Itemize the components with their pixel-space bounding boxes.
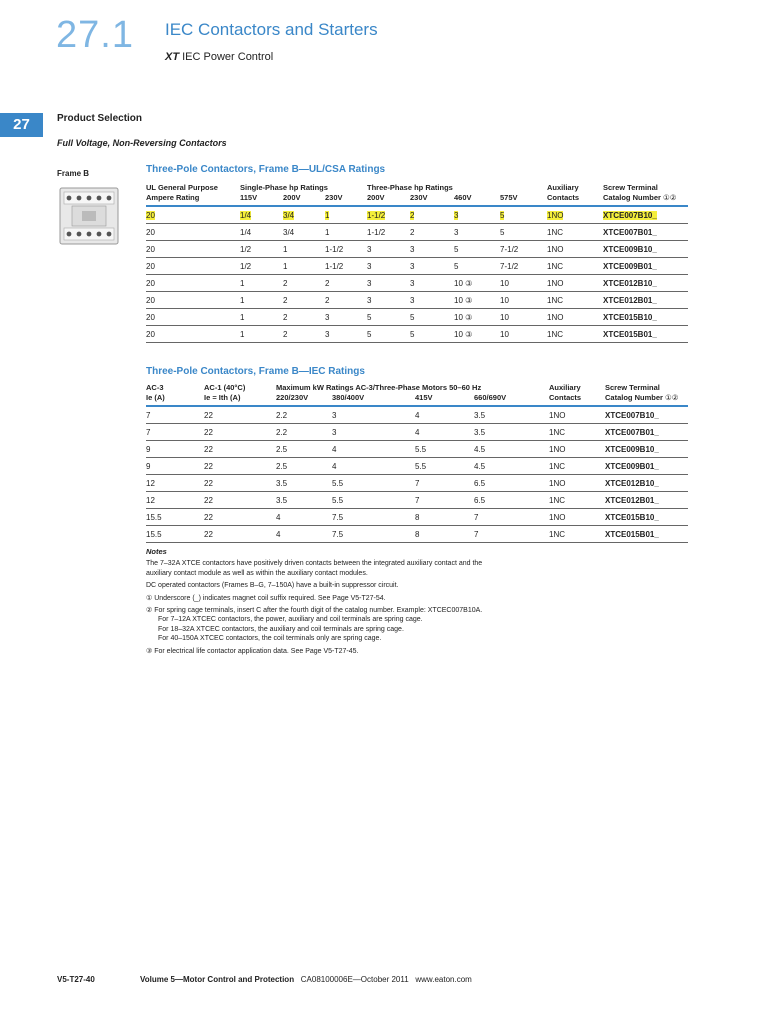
table-cell: 1	[283, 241, 325, 258]
header-catalog: Screw Terminal	[605, 383, 660, 392]
subheader: 230V	[325, 193, 367, 206]
table-cell: 4	[276, 526, 332, 543]
table-cell: 22	[204, 458, 276, 475]
table-cell: 1NO	[549, 475, 605, 492]
header-aux-2: Contacts	[549, 393, 605, 406]
table-cell: 1-1/2	[325, 258, 367, 275]
table-cell: 10 ③	[454, 275, 500, 292]
table-cell: 1NC	[547, 292, 603, 309]
table-cell: 3	[367, 241, 410, 258]
table-cell: 4.5	[474, 441, 549, 458]
table-cell: 1/4	[240, 206, 283, 224]
table-cell: 1-1/2	[367, 206, 410, 224]
frame-label: Frame B	[57, 169, 90, 178]
table-cell: XTCE015B01_	[605, 526, 688, 543]
table-cell: 3.5	[474, 424, 549, 441]
table-cell: 7.5	[332, 526, 415, 543]
table-cell: 1NO	[547, 206, 603, 224]
table-cell: 3	[367, 275, 410, 292]
table-cell: 1NO	[549, 441, 605, 458]
header-aux-2: Contacts	[547, 193, 603, 206]
table-cell: 4	[415, 424, 474, 441]
table-cell: XTCE012B10_	[605, 475, 688, 492]
table-cell: XTCE007B10_	[603, 206, 688, 224]
subheader: 460V	[454, 193, 500, 206]
table-cell: 4	[332, 441, 415, 458]
header-ul-rating: UL General Purpose	[146, 183, 218, 192]
table-cell: 22	[204, 492, 276, 509]
table-cell: 3	[454, 206, 500, 224]
table-cell: 1/2	[240, 241, 283, 258]
subheader: 115V	[240, 193, 283, 206]
table-cell: 10 ③	[454, 292, 500, 309]
table-cell: 1NC	[549, 458, 605, 475]
table-cell: 3	[325, 309, 367, 326]
table-cell: 20	[146, 206, 240, 224]
ul-csa-ratings-table	[146, 183, 688, 343]
table-row	[146, 309, 688, 326]
contactor-image	[58, 184, 121, 248]
table-cell: 7	[415, 475, 474, 492]
table-cell: 2	[283, 292, 325, 309]
header-catalog: Screw Terminal	[603, 183, 658, 192]
table-cell: 9	[146, 441, 204, 458]
table-cell: 22	[204, 441, 276, 458]
table-row	[146, 492, 688, 509]
table-cell: 15.5	[146, 526, 204, 543]
table-cell: XTCE009B01_	[603, 258, 688, 275]
table-cell: 3	[332, 424, 415, 441]
header-ac1-2: Ie = Ith (A)	[204, 393, 276, 406]
table-cell: 1	[240, 292, 283, 309]
subheader: 415V	[415, 393, 474, 406]
chapter-tab: 27	[0, 113, 43, 137]
table-cell: XTCE007B01_	[605, 424, 688, 441]
table-cell: 2.5	[276, 441, 332, 458]
table-cell: 7	[415, 492, 474, 509]
table-cell: 3	[367, 292, 410, 309]
chapter-number: 27.1	[56, 14, 134, 56]
table-cell: 5	[454, 241, 500, 258]
table-cell: 5	[500, 206, 547, 224]
table-row	[146, 292, 688, 309]
table2-body	[146, 406, 688, 543]
table-cell: 1	[325, 206, 367, 224]
table-cell: 1NC	[547, 258, 603, 275]
table-cell: 4	[332, 458, 415, 475]
section-title: Product Selection	[57, 113, 143, 124]
table-cell: 3	[410, 241, 454, 258]
subheader: 575V	[500, 193, 547, 206]
table-cell: XTCE015B10_	[603, 309, 688, 326]
footnote-2a: For 7–12A XTCEC contactors, the power, auxiliary and coil terminals are spring cage.	[158, 616, 423, 624]
header-ac1: AC-1 (40°C)	[204, 383, 246, 392]
footnote-1: ① Underscore (_) indicates magnet coil suffix required. See Page V5-T27-54.	[146, 594, 386, 602]
table-cell: 22	[204, 406, 276, 424]
table-cell: 20	[146, 292, 240, 309]
table-cell: 2.2	[276, 424, 332, 441]
table-cell: 2	[410, 224, 454, 241]
table-cell: 20	[146, 258, 240, 275]
table-cell: 5	[367, 326, 410, 343]
subheader: 200V	[283, 193, 325, 206]
table-cell: 1NC	[547, 326, 603, 343]
table-cell: 1NO	[547, 309, 603, 326]
header-catalog-2: Catalog Number ①②	[605, 393, 688, 406]
table-cell: 10	[500, 309, 547, 326]
table-cell: 7	[146, 406, 204, 424]
table-cell: 3.5	[474, 406, 549, 424]
table-cell: 3	[410, 258, 454, 275]
table-cell: 3	[454, 224, 500, 241]
table-cell: 20	[146, 224, 240, 241]
table-cell: 1-1/2	[367, 224, 410, 241]
table-cell: 3.5	[276, 475, 332, 492]
table2-title: Three-Pole Contactors, Frame B—IEC Ratings	[146, 366, 365, 377]
subheader: 200V	[367, 193, 410, 206]
table-cell: XTCE009B01_	[605, 458, 688, 475]
table-cell: 5.5	[332, 492, 415, 509]
subheader: 660/690V	[474, 393, 549, 406]
table-cell: 1NC	[547, 224, 603, 241]
subtitle-text: IEC Power Control	[179, 51, 274, 63]
table-cell: XTCE012B10_	[603, 275, 688, 292]
subheader: 220/230V	[276, 393, 332, 406]
table-cell: 2	[410, 206, 454, 224]
notes-heading: Notes	[146, 547, 167, 556]
table-cell: 5	[410, 326, 454, 343]
table-cell: 20	[146, 241, 240, 258]
table-cell: 1NO	[547, 275, 603, 292]
table-row	[146, 275, 688, 292]
table-cell: 1	[240, 309, 283, 326]
table-cell: 1NO	[549, 509, 605, 526]
table-cell: 22	[204, 475, 276, 492]
header-aux: Auxiliary	[547, 183, 579, 192]
header-max-kw: Maximum kW Ratings AC-3/Three-Phase Motors 50–60 Hz	[276, 383, 482, 392]
table-cell: 10	[500, 292, 547, 309]
table-row	[146, 458, 688, 475]
table-cell: 7-1/2	[500, 258, 547, 275]
table-cell: 6.5	[474, 492, 549, 509]
table-cell: 5	[367, 309, 410, 326]
table-cell: 2	[283, 275, 325, 292]
table-cell: XTCE007B10_	[605, 406, 688, 424]
table-cell: 1NO	[547, 241, 603, 258]
table-cell: 2	[325, 292, 367, 309]
table-cell: 3.5	[276, 492, 332, 509]
header-catalog-2: Catalog Number ①②	[603, 193, 688, 206]
table-cell: 5	[410, 309, 454, 326]
table-cell: 3	[410, 275, 454, 292]
table-row	[146, 224, 688, 241]
table-cell: 2.2	[276, 406, 332, 424]
table-cell: 7	[474, 526, 549, 543]
table-row	[146, 326, 688, 343]
subheader: 230V	[410, 193, 454, 206]
table-cell: 10 ③	[454, 326, 500, 343]
table-cell: 1	[240, 275, 283, 292]
table-cell: 1	[240, 326, 283, 343]
table-cell: 1/4	[240, 224, 283, 241]
table-cell: 4	[276, 509, 332, 526]
table-cell: 3	[410, 292, 454, 309]
table1-title: Three-Pole Contactors, Frame B—UL/CSA Ratings	[146, 164, 386, 175]
table-cell: 10 ③	[454, 309, 500, 326]
footnote-2c: For 40–150A XTCEC contactors, the coil terminals only are spring cage.	[158, 635, 382, 643]
notes	[146, 547, 506, 656]
table-cell: 2	[283, 326, 325, 343]
header-three-phase: Three-Phase hp Ratings	[367, 183, 453, 192]
table-cell: 3/4	[283, 206, 325, 224]
page-title: IEC Contactors and Starters	[165, 20, 378, 39]
table-cell: 22	[204, 526, 276, 543]
table-cell: 5	[454, 258, 500, 275]
table-cell: 1	[283, 258, 325, 275]
table-row	[146, 475, 688, 492]
header-ac3: AC-3	[146, 383, 164, 392]
table-cell: 7	[474, 509, 549, 526]
table-cell: 5.5	[415, 458, 474, 475]
table-cell: 1NC	[549, 424, 605, 441]
table-cell: 5.5	[332, 475, 415, 492]
table-row	[146, 509, 688, 526]
notes-para: The 7–32A XTCE contactors have positively driven contacts between the integrated auxiliary contact and the auxiliary contact module as well as within the auxiliary contact modules.	[146, 560, 483, 577]
page-subtitle	[165, 51, 273, 63]
table-cell: 6.5	[474, 475, 549, 492]
table-cell: 1	[325, 224, 367, 241]
footer-volume: Volume 5—Motor Control and Protection CA08100006E—October 2011 www.eaton.com	[140, 975, 472, 984]
footnote-3: ③ For electrical life contactor application data. See Page V5-T27-45.	[146, 647, 359, 655]
table-cell: 4.5	[474, 458, 549, 475]
table-cell: 9	[146, 458, 204, 475]
table-cell: 3	[325, 326, 367, 343]
table-cell: 8	[415, 526, 474, 543]
table-cell: 7.5	[332, 509, 415, 526]
table-row	[146, 424, 688, 441]
table-cell: 8	[415, 509, 474, 526]
header-aux: Auxiliary	[549, 383, 581, 392]
footnote-2: ② For spring cage terminals, insert C after the fourth digit of the catalog number. Example: XTCEC007B10A.	[146, 607, 483, 615]
table-cell: 1NC	[549, 526, 605, 543]
table-row	[146, 406, 688, 424]
table-cell: 10	[500, 275, 547, 292]
table-cell: 12	[146, 492, 204, 509]
table-row	[146, 241, 688, 258]
subsection-title: Full Voltage, Non-Reversing Contactors	[57, 138, 227, 148]
subtitle-brand: XT	[165, 51, 180, 63]
subheader: 380/400V	[332, 393, 415, 406]
table-cell: 2.5	[276, 458, 332, 475]
table-cell: 7-1/2	[500, 241, 547, 258]
table-cell: XTCE012B01_	[603, 292, 688, 309]
table-cell: 1NC	[549, 492, 605, 509]
header-ac3-2: Ie (A)	[146, 393, 204, 406]
notes-para: DC operated contactors (Frames B–G, 7–150A) have a built-in suppressor circuit.	[146, 582, 399, 590]
table-cell: 5.5	[415, 441, 474, 458]
table-cell: 10	[500, 326, 547, 343]
header-ul-rating-2: Ampere Rating	[146, 193, 240, 206]
table1-body	[146, 206, 688, 343]
table-cell: 22	[204, 509, 276, 526]
table-cell: 22	[204, 424, 276, 441]
table-row	[146, 258, 688, 275]
table-cell: 4	[415, 406, 474, 424]
table-cell: XTCE012B01_	[605, 492, 688, 509]
table-cell: XTCE015B10_	[605, 509, 688, 526]
iec-ratings-table	[146, 383, 688, 543]
footnote-2b: For 18–32A XTCEC contactors, the auxiliary and coil terminals are spring cage.	[158, 625, 404, 633]
table-cell: 1-1/2	[325, 241, 367, 258]
table-cell: XTCE007B01_	[603, 224, 688, 241]
table-cell: 20	[146, 275, 240, 292]
footer-page-id: V5-T27-40	[57, 975, 95, 984]
table-cell: XTCE009B10_	[605, 441, 688, 458]
table-cell: 7	[146, 424, 204, 441]
table-cell: 1/2	[240, 258, 283, 275]
table-cell: 2	[325, 275, 367, 292]
table-cell: 3/4	[283, 224, 325, 241]
table-cell: 5	[500, 224, 547, 241]
header-single-phase: Single-Phase hp Ratings	[240, 183, 328, 192]
table-cell: 20	[146, 326, 240, 343]
table-row	[146, 441, 688, 458]
table-cell: 20	[146, 309, 240, 326]
table-cell: 3	[367, 258, 410, 275]
table-row	[146, 526, 688, 543]
table-cell: XTCE009B10_	[603, 241, 688, 258]
table-cell: 2	[283, 309, 325, 326]
table-cell: 3	[332, 406, 415, 424]
table-cell: 1NO	[549, 406, 605, 424]
table-cell: XTCE015B01_	[603, 326, 688, 343]
table-cell: 15.5	[146, 509, 204, 526]
table-cell: 12	[146, 475, 204, 492]
table-row	[146, 206, 688, 224]
